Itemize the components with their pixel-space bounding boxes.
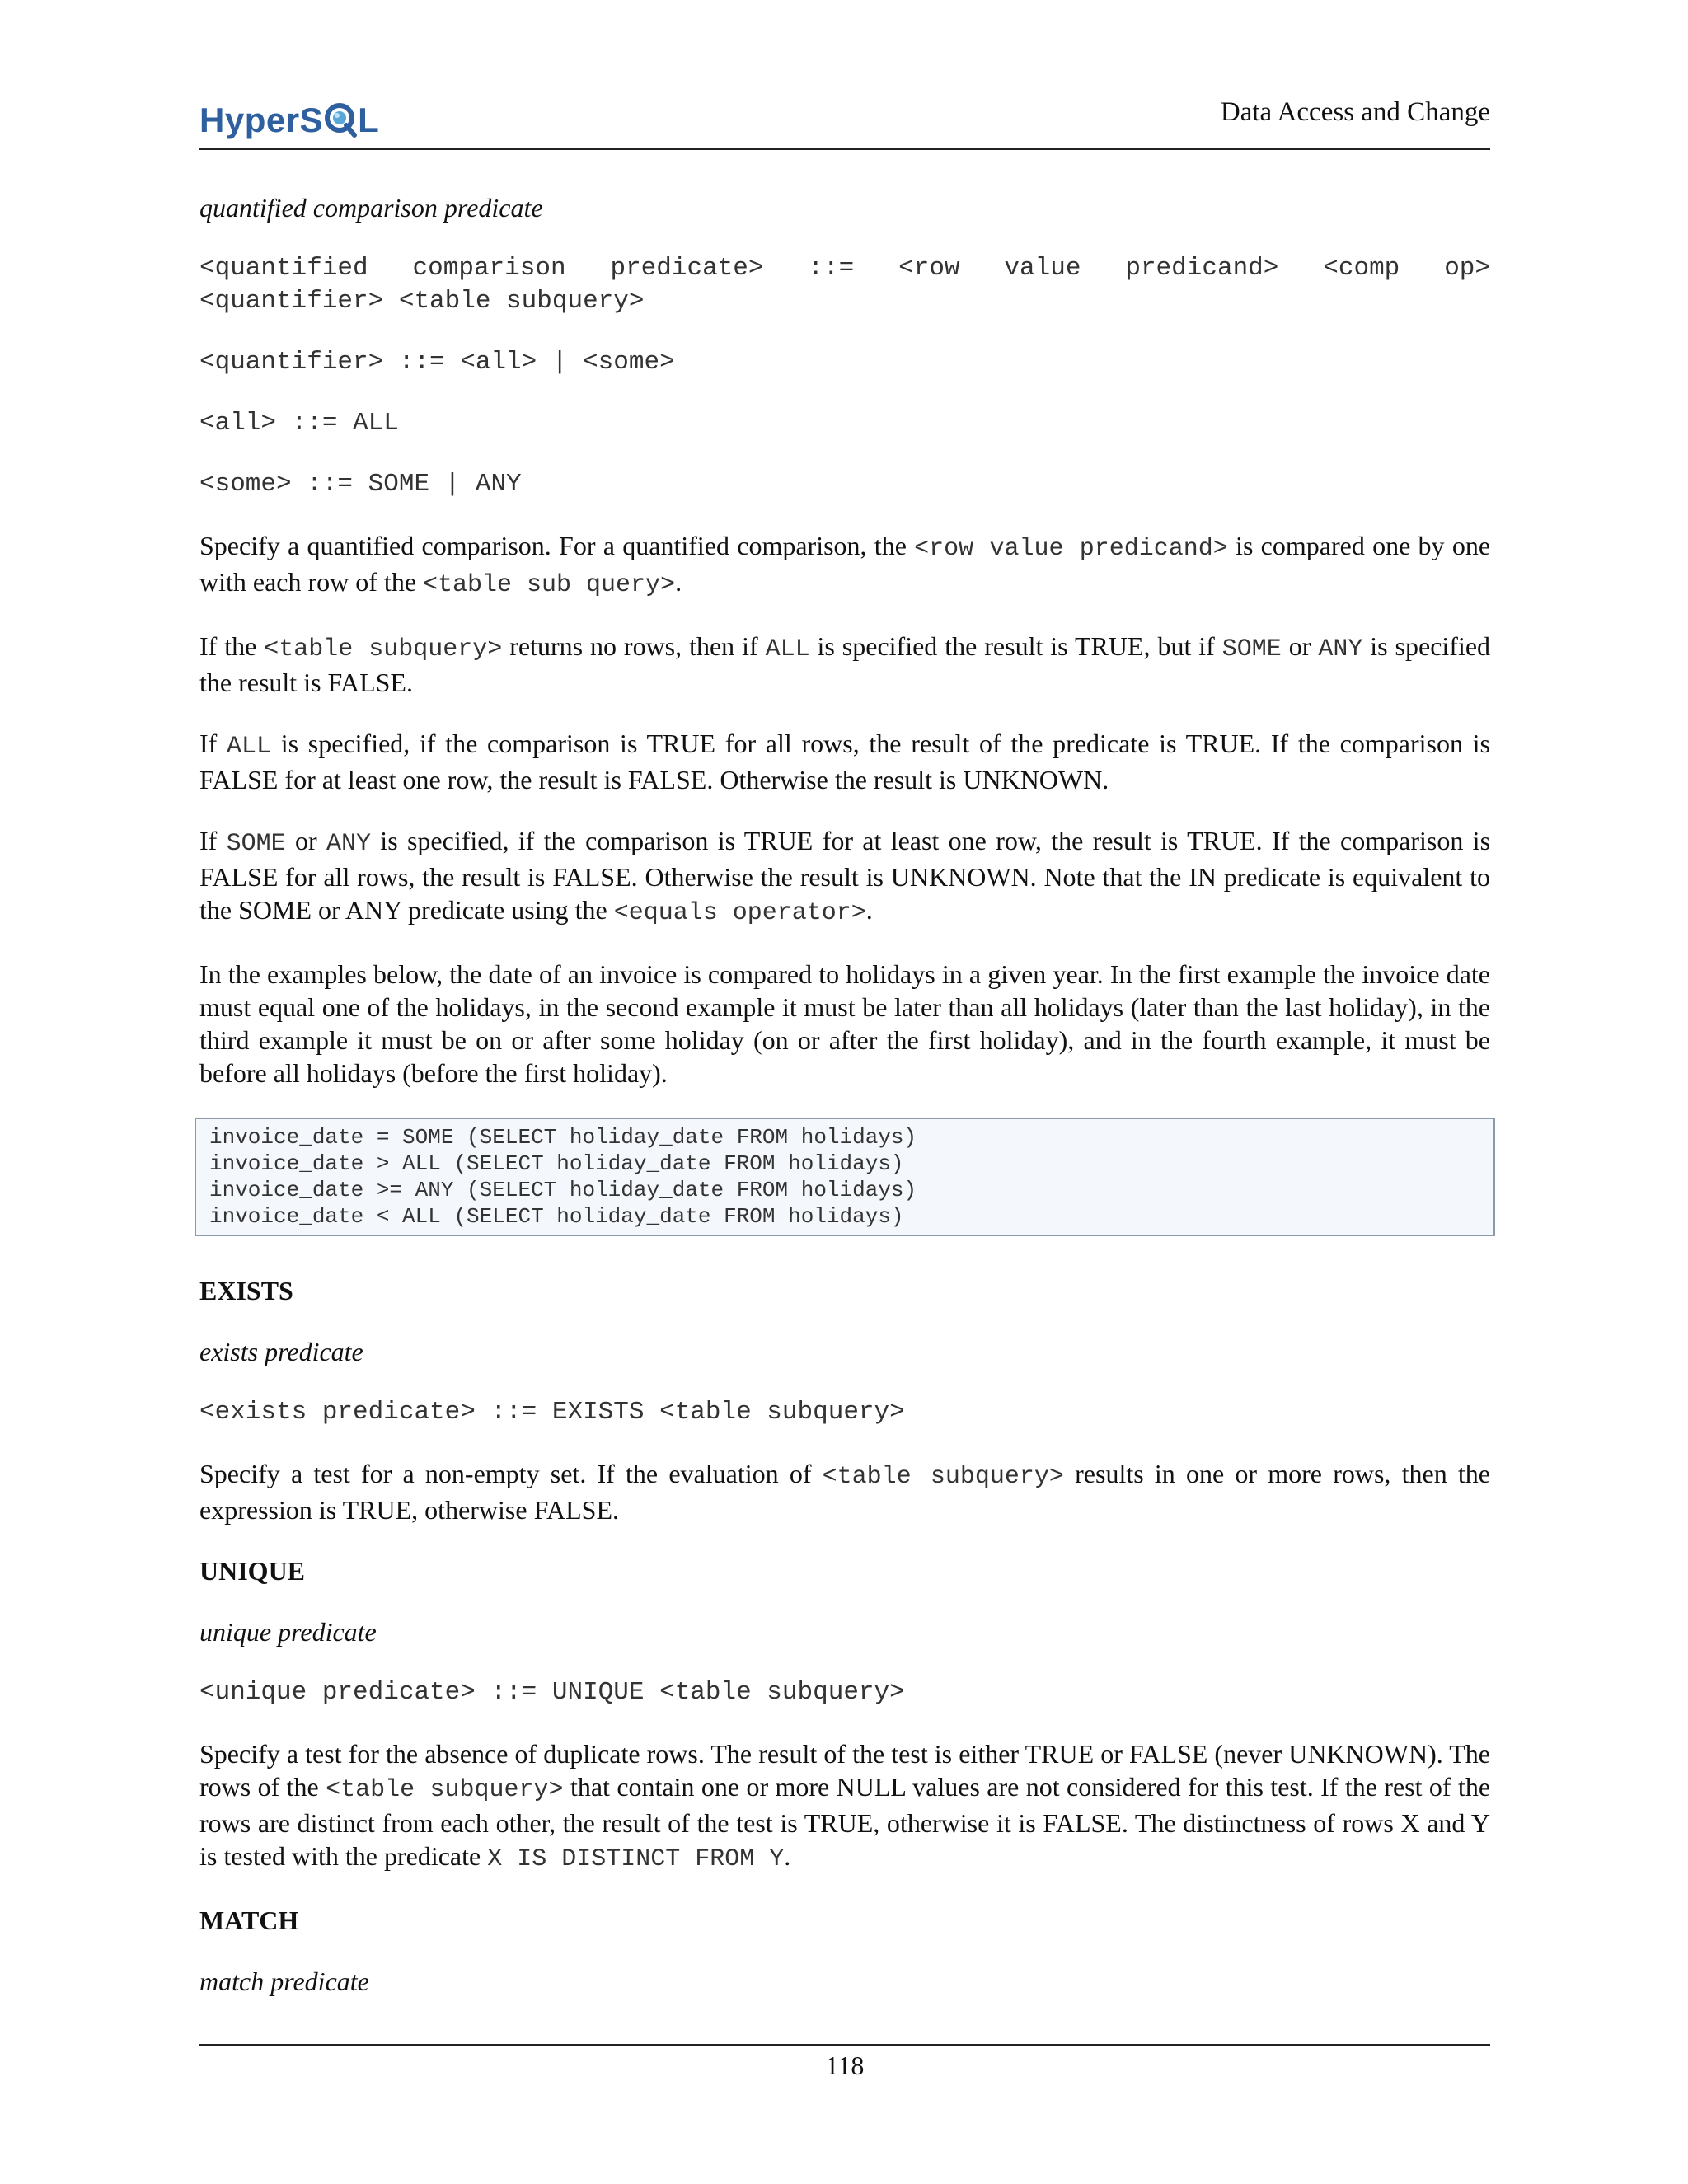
match-predicate-lead: match predicate: [199, 1966, 369, 1996]
text-run: .: [675, 567, 682, 597]
text-run: If: [199, 826, 227, 855]
unique-syntax: <unique predicate> ::= UNIQUE <table subquery>: [199, 1678, 905, 1707]
magnifier-q-icon: [324, 102, 357, 138]
quantified-paragraph-2: [199, 630, 1490, 699]
text-run: or: [1281, 631, 1319, 661]
page-header: [199, 92, 1490, 150]
hypersql-logo: [199, 96, 379, 145]
quantified-syntax: [199, 252, 1490, 318]
code-run: <table sub query>: [423, 571, 676, 599]
example-code-line: invoice_date >= ANY (SELECT holiday_date FROM holidays): [209, 1178, 917, 1202]
code-run: <table subquery>: [326, 1776, 564, 1804]
text-run: returns no rows, then if: [502, 631, 766, 661]
code-run: <row value predicand>: [914, 535, 1228, 563]
logo-text-hypers: HyperS: [199, 101, 324, 139]
logo-text-l: L: [358, 101, 380, 139]
code-run: ANY: [326, 830, 371, 858]
example-code-line: invoice_date < ALL (SELECT holiday_date FROM holidays): [209, 1204, 904, 1229]
quantified-syntax-line-2: <quantifier> <table subquery>: [199, 287, 645, 316]
unique-predicate-lead: unique predicate: [199, 1617, 377, 1647]
footer-rule: [199, 2044, 1490, 2046]
code-run: SOME: [1221, 635, 1282, 663]
quantified-syntax-line-1: <quantified comparison predicate> ::= <row value predicand> <comp op>: [199, 254, 1490, 283]
text-run: Specify a test for the absence of duplicate rows. The result of the test is either TRUE or FALSE (never UNKNOWN). The rows of the: [199, 1739, 1490, 1802]
text-run: Specify a quantified comparison. For a quantified comparison, the: [199, 531, 915, 560]
code-run: ANY: [1318, 635, 1363, 663]
text-run: If the: [199, 631, 265, 661]
unique-paragraph: [199, 1737, 1490, 1876]
document-page: [199, 0, 1490, 2184]
exists-heading: EXISTS: [199, 1276, 293, 1305]
text-run: that contain one or more NULL values are not considered for this test. If the rest of the rows are distinct from each other, the result of the test is TRUE, otherwise it is FALSE. The distinctness of rows X and Y is tested with the predicate: [199, 1772, 1491, 1871]
text-run: Specify a test for a non-empty set. If the evaluation of: [199, 1459, 823, 1488]
text-run: is specified the result is FALSE.: [199, 631, 1491, 697]
unique-heading: UNIQUE: [199, 1556, 306, 1586]
some-syntax: <some> ::= SOME | ANY: [199, 470, 522, 499]
match-heading: MATCH: [199, 1905, 299, 1935]
text-run: is specified the result is TRUE, but if: [809, 631, 1222, 661]
text-run: or: [285, 826, 326, 855]
text-run: is specified, if the comparison is TRUE for at least one row, the result is TRUE. If the comparison is FALSE for all rows, the result is FALSE. Otherwise the result is UNKNOWN. Note that the IN predicate is equivalent to the SOME or ANY predicate using the: [199, 826, 1491, 925]
code-run: X IS DISTINCT FROM Y: [487, 1845, 785, 1873]
example-code-line: invoice_date > ALL (SELECT holiday_date FROM holidays): [209, 1151, 904, 1176]
exists-syntax: <exists predicate> ::= EXISTS <table subquery>: [199, 1398, 905, 1427]
text-run: is specified, if the comparison is TRUE for all rows, the result of the predicate is TRUE. If the comparison is FALSE for at least one row, the result is FALSE. Otherwise the result is UNKNOWN.: [199, 729, 1491, 794]
text-run: .: [784, 1841, 791, 1871]
section-title: Data Access and Change: [1220, 97, 1490, 127]
quantifier-syntax: <quantifier> ::= <all> | <some>: [199, 348, 675, 377]
exists-predicate-lead: exists predicate: [199, 1337, 363, 1366]
page-content: [199, 191, 1490, 2026]
exists-paragraph: [199, 1457, 1490, 1526]
code-run: SOME: [226, 830, 286, 858]
text-run: is compared one by one with each row of the: [199, 531, 1491, 597]
code-run: ALL: [227, 733, 272, 761]
code-run: <table subquery>: [264, 635, 503, 663]
example-code-block: [195, 1118, 1495, 1236]
quantified-paragraph-5: In the examples below, the date of an invoice is compared to holidays in a given year. In the first example the invoice date must equal one of the holidays, in the second example it must be later than all holidays (later than the last holiday), in the third example it must be on or after some holiday (on or after the first holiday), and in the fourth example, it must be before all holidays (before the first holiday).: [199, 959, 1490, 1088]
quantified-paragraph-3: [199, 727, 1490, 796]
quantified-paragraph-4: [199, 824, 1490, 930]
code-run: <table subquery>: [822, 1463, 1064, 1491]
text-run: If: [199, 729, 227, 758]
code-run: <equals operator>: [613, 899, 866, 927]
page-number: 118: [825, 2050, 865, 2080]
all-syntax: <all> ::= ALL: [199, 409, 399, 438]
text-run: .: [865, 895, 873, 925]
text-run: results in one or more rows, then the expression is TRUE, otherwise FALSE.: [199, 1459, 1490, 1525]
code-run: ALL: [765, 635, 810, 663]
example-code-line: invoice_date = SOME (SELECT holiday_date FROM holidays): [209, 1125, 917, 1150]
quantified-paragraph-1: [199, 529, 1490, 602]
quantified-predicate-lead: quantified comparison predicate: [199, 193, 543, 223]
